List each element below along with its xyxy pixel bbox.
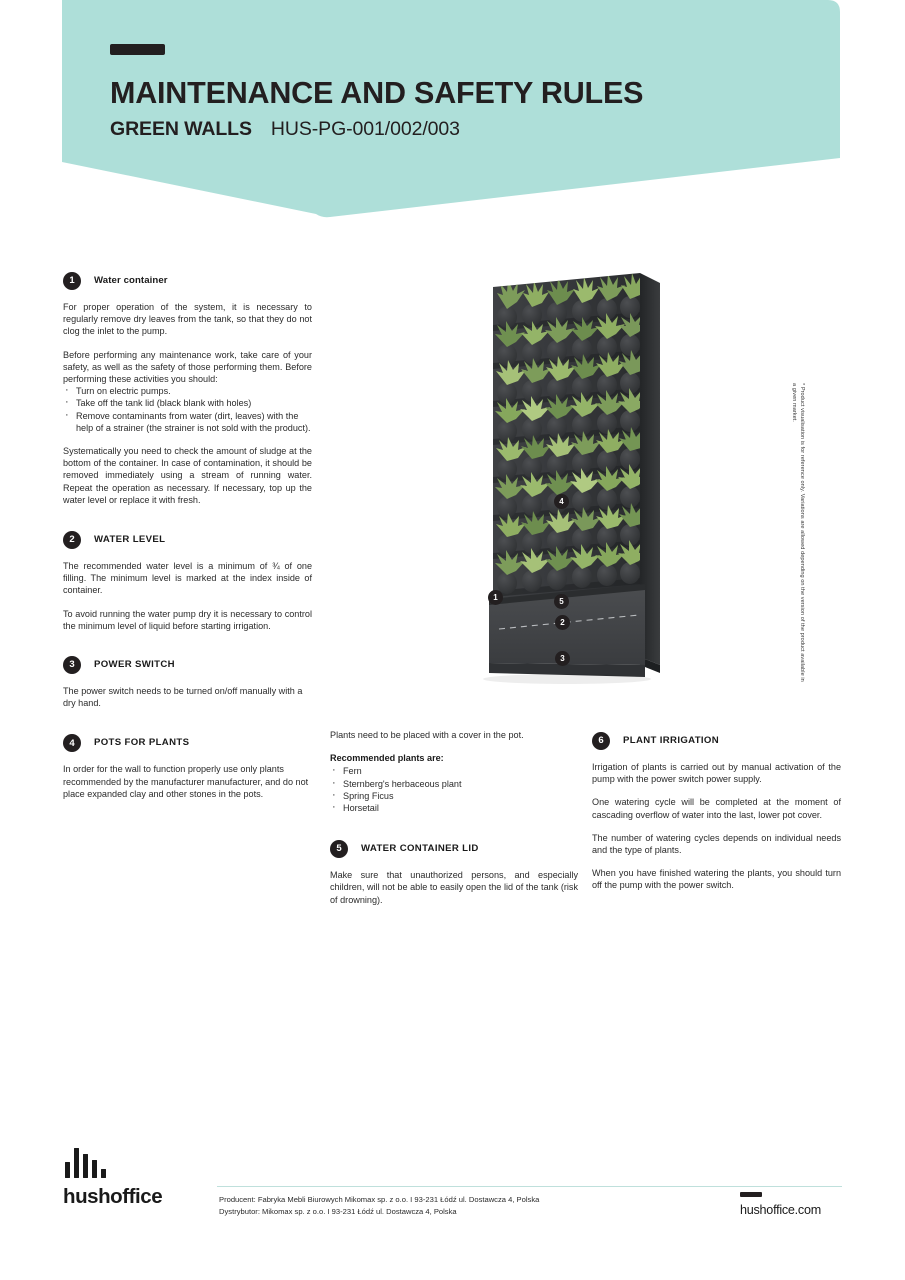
plants-intro-paragraph: Plants need to be placed with a cover in the pot. <box>330 730 524 740</box>
callout-marker-1: 1 <box>488 590 503 605</box>
dash-mark-icon <box>740 1192 762 1197</box>
section-title-2: WATER LEVEL <box>94 533 166 545</box>
content-column-left <box>63 272 312 800</box>
list-item: · Horsetail <box>330 802 578 814</box>
logo-wordmark: hushoffice <box>63 1185 163 1208</box>
list-item: · Sternberg's herbaceous plant <box>330 778 578 790</box>
section-2-paragraph-2: To avoid running the water pump dry it is necessary to control the minimum level of liquid before starting irrigation. <box>63 608 312 631</box>
header-content <box>110 44 810 141</box>
section-badge-4: 4 <box>63 734 81 752</box>
footer-divider <box>217 1186 842 1187</box>
section-badge-1: 1 <box>63 272 81 290</box>
product-visualisation-disclaimer: * Product visualisation is for reference only. Variations are allowed depending on the version of the product available in a given market. <box>790 383 805 682</box>
footer-website-block <box>740 1192 821 1217</box>
section-6-paragraph-1: Irrigation of plants is carried out by manual activation of the pump with the power switch power supply. <box>592 762 841 785</box>
callout-marker-2: 2 <box>555 615 570 630</box>
section-3-paragraph-1: The power switch needs to be turned on/off manually with a dry hand. <box>63 686 303 709</box>
hushoffice-logo <box>63 1142 193 1209</box>
page-title: MAINTENANCE AND SAFETY RULES <box>110 76 644 110</box>
section-heading-2 <box>63 531 312 549</box>
website-label[interactable]: hushoffice.com <box>740 1203 821 1217</box>
section-1-bullet-list <box>63 385 312 434</box>
content-column-right <box>592 732 841 892</box>
section-1-paragraph-2: Before performing any maintenance work, take care of your safety, as well as the safety of those performing them. Before performing these activities you should: <box>63 349 312 385</box>
section-heading-1 <box>63 272 312 290</box>
product-code-label: HUS-PG-001/002/003 <box>270 118 460 141</box>
dash-mark-icon <box>110 44 165 55</box>
list-item: · Remove contaminants from water (dirt, leaves) with the help of a strainer (the strainer is not sold with the product). <box>63 410 312 434</box>
section-heading-4 <box>63 734 312 752</box>
callout-marker-4: 4 <box>554 494 569 509</box>
section-badge-5: 5 <box>330 840 348 858</box>
section-4-paragraph-1: In order for the wall to function properly use only plants recommended by the manufacturer manufacturer, and do not place expanded clay and other stones in the pots. <box>63 764 309 799</box>
section-5-paragraph-1: Make sure that unauthorized persons, and especially children, will not be able to easily open the lid of the tank (risk of drowning). <box>330 870 578 905</box>
document-header <box>0 0 905 230</box>
section-6-paragraph-4: When you have finished watering the plants, you should turn off the pump with the power switch. <box>592 868 841 891</box>
section-title-6: PLANT IRRIGATION <box>623 734 720 746</box>
callout-marker-5: 5 <box>554 594 569 609</box>
section-heading-5 <box>330 840 578 858</box>
callout-marker-3: 3 <box>555 651 570 666</box>
footer-company-info <box>219 1194 539 1217</box>
header-subtitle <box>110 118 810 141</box>
list-item: · Fern <box>330 765 578 777</box>
list-item: · Spring Ficus <box>330 790 578 802</box>
product-image <box>455 265 705 690</box>
section-2-paragraph-1: The recommended water level is a minimum of ¾ of one filling. The minimum level is marked at the index inside of container. <box>63 561 312 596</box>
section-heading-6 <box>592 732 841 750</box>
recommended-plants-list <box>330 765 578 814</box>
section-badge-3: 3 <box>63 656 81 674</box>
list-item: · Take off the tank lid (black blank with holes) <box>63 397 312 409</box>
waveform-logo-icon <box>65 1142 193 1178</box>
content-column-middle <box>330 729 578 906</box>
section-6-paragraph-2: One watering cycle will be completed at the moment of cascading overflow of water into the last, lower pot cover. <box>592 797 841 820</box>
section-heading-3 <box>63 656 312 674</box>
section-title-1: Water container <box>94 274 168 286</box>
section-6-paragraph-3: The number of watering cycles depends on individual needs and the type of plants. <box>592 832 841 856</box>
green-wall-render <box>455 265 705 690</box>
section-title-5: WATER CONTAINER LID <box>361 843 479 855</box>
section-badge-6: 6 <box>592 732 610 750</box>
section-title-3: POWER SWITCH <box>94 658 175 670</box>
distributor-line: Dystrybutor: Mikomax sp. z o.o. I 93-231 Łódź ul. Dostawcza 4, Polska <box>219 1206 457 1216</box>
producer-line: Producent: Fabryka Mebli Biurowych Mikomax sp. z o.o. I 93-231 Łódź ul. Dostawcza 4, Polska <box>219 1195 540 1204</box>
section-title-4: POTS FOR PLANTS <box>94 737 190 749</box>
section-1-paragraph-3: Systematically you need to check the amount of sludge at the bottom of the container. In case of contamination, it should be removed immediately using a stream of running water. Repeat the operation as necessary. If necessary, top up the water level or replace it with fresh. <box>63 446 312 505</box>
section-badge-2: 2 <box>63 531 81 549</box>
list-item: · Turn on electric pumps. <box>63 385 312 397</box>
product-line-label: GREEN WALLS <box>110 118 252 141</box>
recommended-plants-heading: Recommended plants are: <box>330 753 444 764</box>
document-footer <box>0 1138 905 1233</box>
section-1-paragraph-1: For proper operation of the system, it is necessary to regularly remove dry leaves from the tank, so that they do not clog the inlet to the pump. <box>63 302 312 337</box>
